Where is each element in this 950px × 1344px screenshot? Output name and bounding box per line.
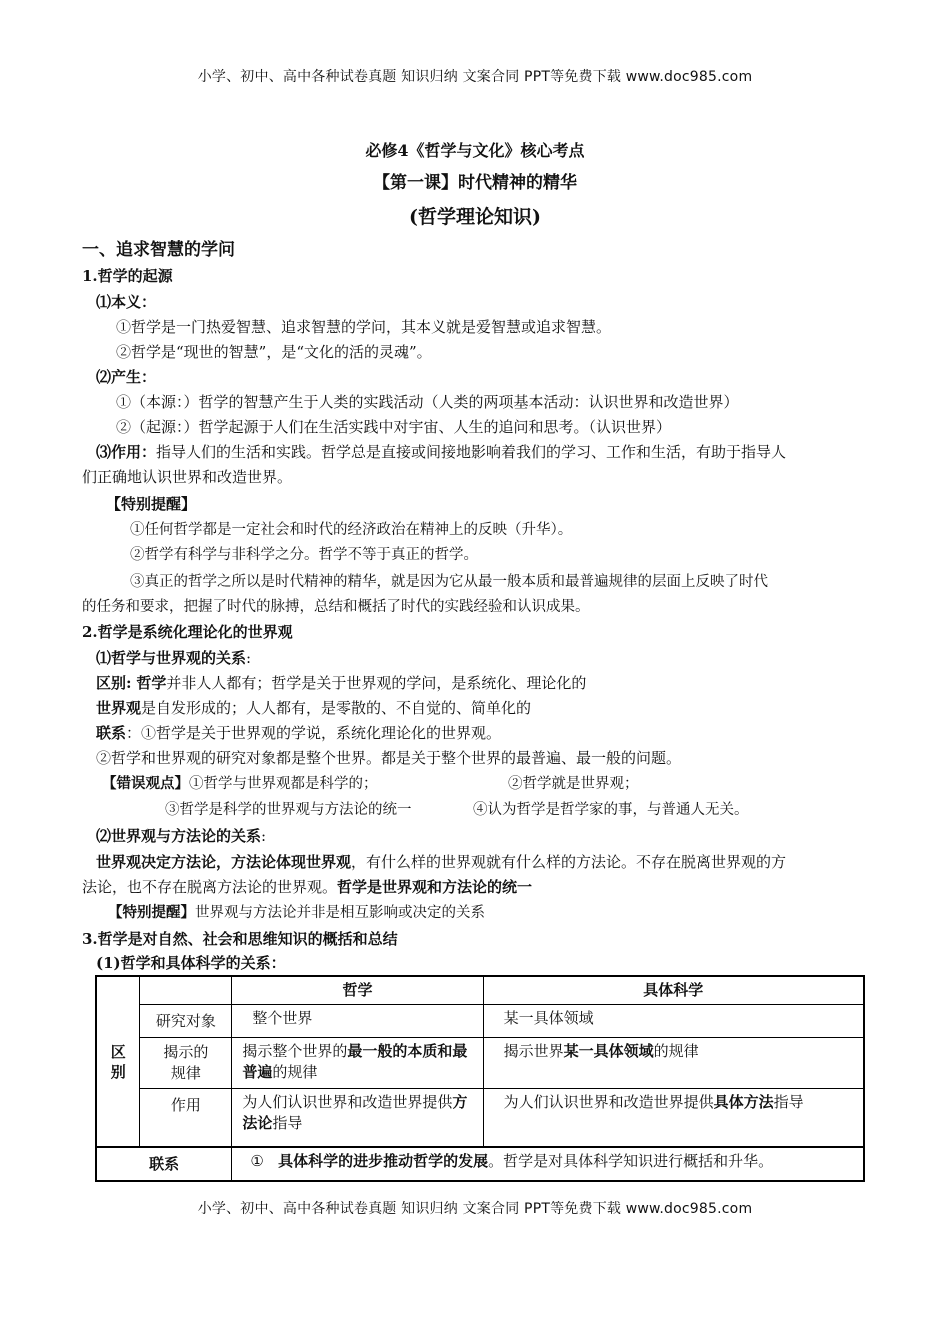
topic-heading: 2.哲学是系统化理论化的世界观	[82, 623, 293, 641]
header-philosophy: 哲学	[232, 976, 483, 1005]
topic-heading: 3.哲学是对自然、社会和思维知识的概括和总结	[82, 930, 398, 948]
keyword: 具体科学的进步推动哲学的发展	[278, 1152, 489, 1170]
keyword: 最一般的本质	[347, 1042, 438, 1060]
page-header: 小学、初中、高中各种试卷真题 知识归纳 文案合同 PPT等免费下载 www.doc985.com	[197, 69, 753, 85]
header-science: 具体科学	[483, 976, 864, 1005]
keyword: 哲学	[136, 674, 167, 692]
row-label: 作用	[140, 1089, 232, 1148]
row-label: 揭示的规律	[140, 1038, 232, 1089]
section-heading: 一、追求智慧的学问	[82, 240, 235, 260]
reminder-item: ②哲学有科学与非科学之分。哲学不等于真正的哲学。	[130, 547, 478, 563]
paragraph-text: 并非人人都有；哲学是关于世界观的学问，是系统化、理论化的	[166, 674, 587, 692]
paragraph	[96, 672, 886, 694]
paragraph: ①哲学是一门热爱智慧、追求智慧的学问，其本义就是爱智慧或追求智慧。	[116, 318, 612, 336]
error-item: ③哲学是科学的世界观与方法论的统一	[165, 802, 412, 818]
text: 的规律	[653, 1042, 699, 1060]
subheading-line	[96, 647, 886, 669]
reminder-heading: 【特别提醒】	[108, 904, 195, 921]
cell-science	[483, 1038, 864, 1089]
subheading: ⑵产生：	[96, 368, 157, 386]
paragraph-text: ：①哲学是关于世界观的学说，系统化理论化的世界观。	[126, 724, 502, 742]
keyword: 具体方法	[713, 1093, 774, 1111]
paragraph: ②哲学和世界观的研究对象都是整个世界。都是关于整个世界的最普遍、最一般的问题。	[96, 749, 682, 767]
cell-philosophy	[232, 1089, 483, 1148]
text: 揭示整个世界的	[242, 1042, 348, 1060]
table-header-row	[96, 976, 864, 1005]
reminder-item: ①任何哲学都是一定社会和时代的经济政治在精神上的反映（升华）。	[130, 522, 573, 538]
error-item: ①哲学与世界观都是科学的；	[189, 776, 378, 792]
paragraph	[82, 876, 872, 898]
paragraph	[96, 441, 886, 463]
paragraph-text: 是自发形成的；人人都有，是零散的、不自觉的、简单化的	[141, 699, 532, 717]
reminder-heading: 【特别提醒】	[106, 495, 197, 513]
paragraph	[96, 851, 886, 873]
lesson-title: 【第一课】时代精神的精华	[373, 173, 577, 193]
label: 【错误观点】	[102, 775, 189, 792]
paragraph-text: 法论，也不存在脱离方法论的世界观。	[82, 878, 338, 896]
label: 区别:	[96, 674, 132, 692]
row-label: 研究对象	[140, 1005, 232, 1038]
paragraph: ①（本源：）哲学的智慧产生于人类的实践活动（人类的两项基本活动：认识世界和改造世界）	[116, 393, 739, 411]
subheading: ⑵世界观与方法论的关系	[96, 827, 262, 845]
table-row-link	[96, 1147, 864, 1181]
reminder	[108, 902, 898, 924]
reminder-item: ③真正的哲学之所以是时代精神的精华，就是因为它从最一般本质和最普遍规律的层面上反映了时代	[130, 574, 768, 590]
topic-heading: 1.哲学的起源	[82, 267, 173, 285]
keyword: 和	[437, 1042, 453, 1060]
table-row	[96, 1005, 864, 1038]
text: 的规律	[272, 1063, 318, 1081]
cell-science: 某一具体领域	[483, 1005, 864, 1038]
label: 联系	[96, 724, 127, 742]
text: 指导	[773, 1093, 804, 1111]
keyword: 哲学是世界观和方法论的统一	[337, 878, 533, 896]
paragraph-text: ，有什么样的世界观就有什么样的方法论。不存在脱离世界观的方	[351, 853, 787, 871]
keyword: 方法论	[242, 1093, 468, 1132]
keyword: 某一具体领域	[563, 1042, 654, 1060]
number: ①	[250, 1152, 264, 1170]
text: 为人们认识世界和改造世界提供	[503, 1093, 714, 1111]
subheading: (1)哲学和具体科学的关系：	[96, 954, 286, 972]
paragraph	[96, 722, 886, 744]
doc-title: 必修4《哲学与文化》核心考点	[365, 141, 585, 160]
table-row	[96, 1089, 864, 1148]
reminder-item: 世界观与方法论并非是相互影响或决定的关系	[195, 905, 485, 921]
paragraph: ②（起源：）哲学起源于人们在生活实践中对宇宙、人生的追问和思考。（认识世界）	[116, 418, 672, 436]
text: 为人们认识世界和改造世界提供	[242, 1093, 453, 1111]
colon: :	[261, 827, 267, 845]
subheading: ⑴哲学与世界观的关系	[96, 649, 247, 667]
group-label-cell	[96, 976, 140, 1147]
comparison-table	[95, 975, 865, 1182]
cell-science	[483, 1089, 864, 1148]
keyword: 世界观决定方法论，方法论体现世界观	[96, 853, 352, 871]
reminder-item: 的任务和要求，把握了时代的脉搏，总结和概括了时代的实践经验和认识成果。	[82, 599, 590, 615]
subheading: ⑶作用：	[96, 443, 157, 461]
row-label: 联系	[96, 1147, 232, 1181]
group-label: 区别	[110, 1042, 126, 1081]
text: 指导	[272, 1114, 303, 1132]
cell-philosophy	[232, 1038, 483, 1089]
colon: :	[246, 649, 252, 667]
keyword: 世界观	[96, 699, 142, 717]
error-item: ②哲学就是世界观；	[508, 776, 639, 792]
text: 。哲学是对具体科学知识进行概括和升华。	[488, 1152, 774, 1170]
text: 揭示世界	[503, 1042, 564, 1060]
table-row	[96, 1038, 864, 1089]
paragraph: 们正确地认识世界和改造世界。	[82, 468, 293, 486]
paragraph	[96, 697, 886, 719]
paragraph: ②哲学是“现世的智慧”，是“文化的活的灵魂”。	[116, 343, 432, 361]
page-footer: 小学、初中、高中各种试卷真题 知识归纳 文案合同 PPT等免费下载 www.doc985.com	[197, 1201, 753, 1217]
cell-philosophy: 整个世界	[232, 1005, 483, 1038]
subheading: ⑴本义：	[96, 293, 157, 311]
empty-header-cell	[140, 976, 232, 1005]
subtitle: (哲学理论知识)	[409, 206, 541, 228]
error-item: ④认为哲学是哲学家的事，与普通人无关。	[473, 802, 749, 818]
paragraph-text: 指导人们的生活和实践。哲学总是直接或间接地影响着我们的学习、工作和生活，有助于指导人	[156, 443, 787, 461]
cell-link	[232, 1147, 864, 1181]
keyword: 最普遍	[242, 1042, 468, 1081]
subheading-line	[96, 825, 886, 847]
